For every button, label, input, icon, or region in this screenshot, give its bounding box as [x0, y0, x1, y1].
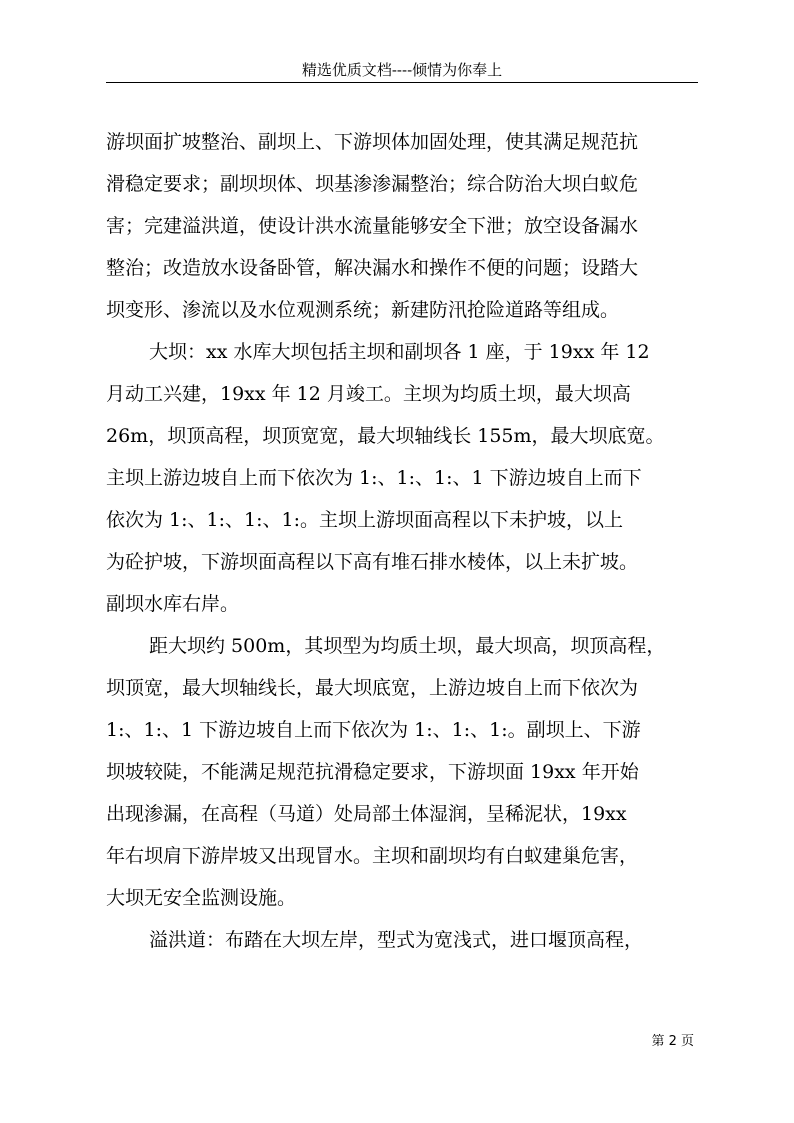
- body-line: 大坝：xx 水库大坝包括主坝和副坝各 1 座，于 19xx 年 12: [149, 341, 650, 363]
- body-line: 1:、1:、1 下游边坡自上而下依次为 1:、1:、1:。副坝上、下游: [106, 719, 641, 741]
- header-text: 精选优质文档----倾情为你奉上: [301, 61, 503, 79]
- body-line: 出现渗漏，在高程（马道）处局部土体湿润，呈稀泥状，19xx: [106, 803, 627, 825]
- body-line: 坝坡较陡，不能满足规范抗滑稳定要求，下游坝面 19xx 年开始: [106, 761, 639, 783]
- body-line: 依次为 1:、1:、1:、1:。主坝上游坝面高程以下未护坡，以上: [106, 509, 623, 531]
- body-line: 26m，坝顶高程，坝顶宽宽，最大坝轴线长 155m，最大坝底宽。: [106, 425, 665, 447]
- body-line: 年右坝肩下游岸坡又出现冒水。主坝和副坝均有白蚁建巢危害，: [106, 845, 639, 867]
- page-header: [106, 58, 698, 83]
- body-line: 整治；改造放水设备卧管，解决漏水和操作不便的问题；设踏大: [106, 257, 639, 279]
- body-line: 主坝上游边坡自上而下依次为 1:、1:、1:、1 下游边坡自上而下: [106, 467, 642, 489]
- body-line: 月动工兴建，19xx 年 12 月竣工。主坝为均质土坝，最大坝高: [106, 383, 631, 405]
- body-line: 副坝水库右岸。: [106, 593, 240, 615]
- body-line: 距大坝约 500m，其坝型为均质土坝，最大坝高，坝顶高程，: [149, 635, 666, 657]
- body-line: 坝顶宽，最大坝轴线长，最大坝底宽，上游边坡自上而下依次为: [106, 677, 639, 699]
- page-number: 第 2 页: [651, 1034, 694, 1049]
- body-line: 坝变形、渗流以及水位观测系统；新建防汛抢险道路等组成。: [106, 299, 620, 321]
- body-line: 为砼护坡，下游坝面高程以下高有堆石排水棱体，以上未扩坡。: [106, 551, 639, 573]
- body-line: 滑稳定要求；副坝坝体、坝基渗渗漏整治；综合防治大坝白蚁危: [106, 173, 639, 195]
- body-line: 大坝无安全监测设施。: [106, 887, 297, 909]
- body-line: 溢洪道：布踏在大坝左岸，型式为宽浅式，进口堰顶高程，: [149, 929, 644, 951]
- body-line: 游坝面扩坡整治、副坝上、下游坝体加固处理，使其满足规范抗: [106, 131, 639, 153]
- body-line: 害；完建溢洪道，使设计洪水流量能够安全下泄；放空设备漏水: [106, 215, 639, 237]
